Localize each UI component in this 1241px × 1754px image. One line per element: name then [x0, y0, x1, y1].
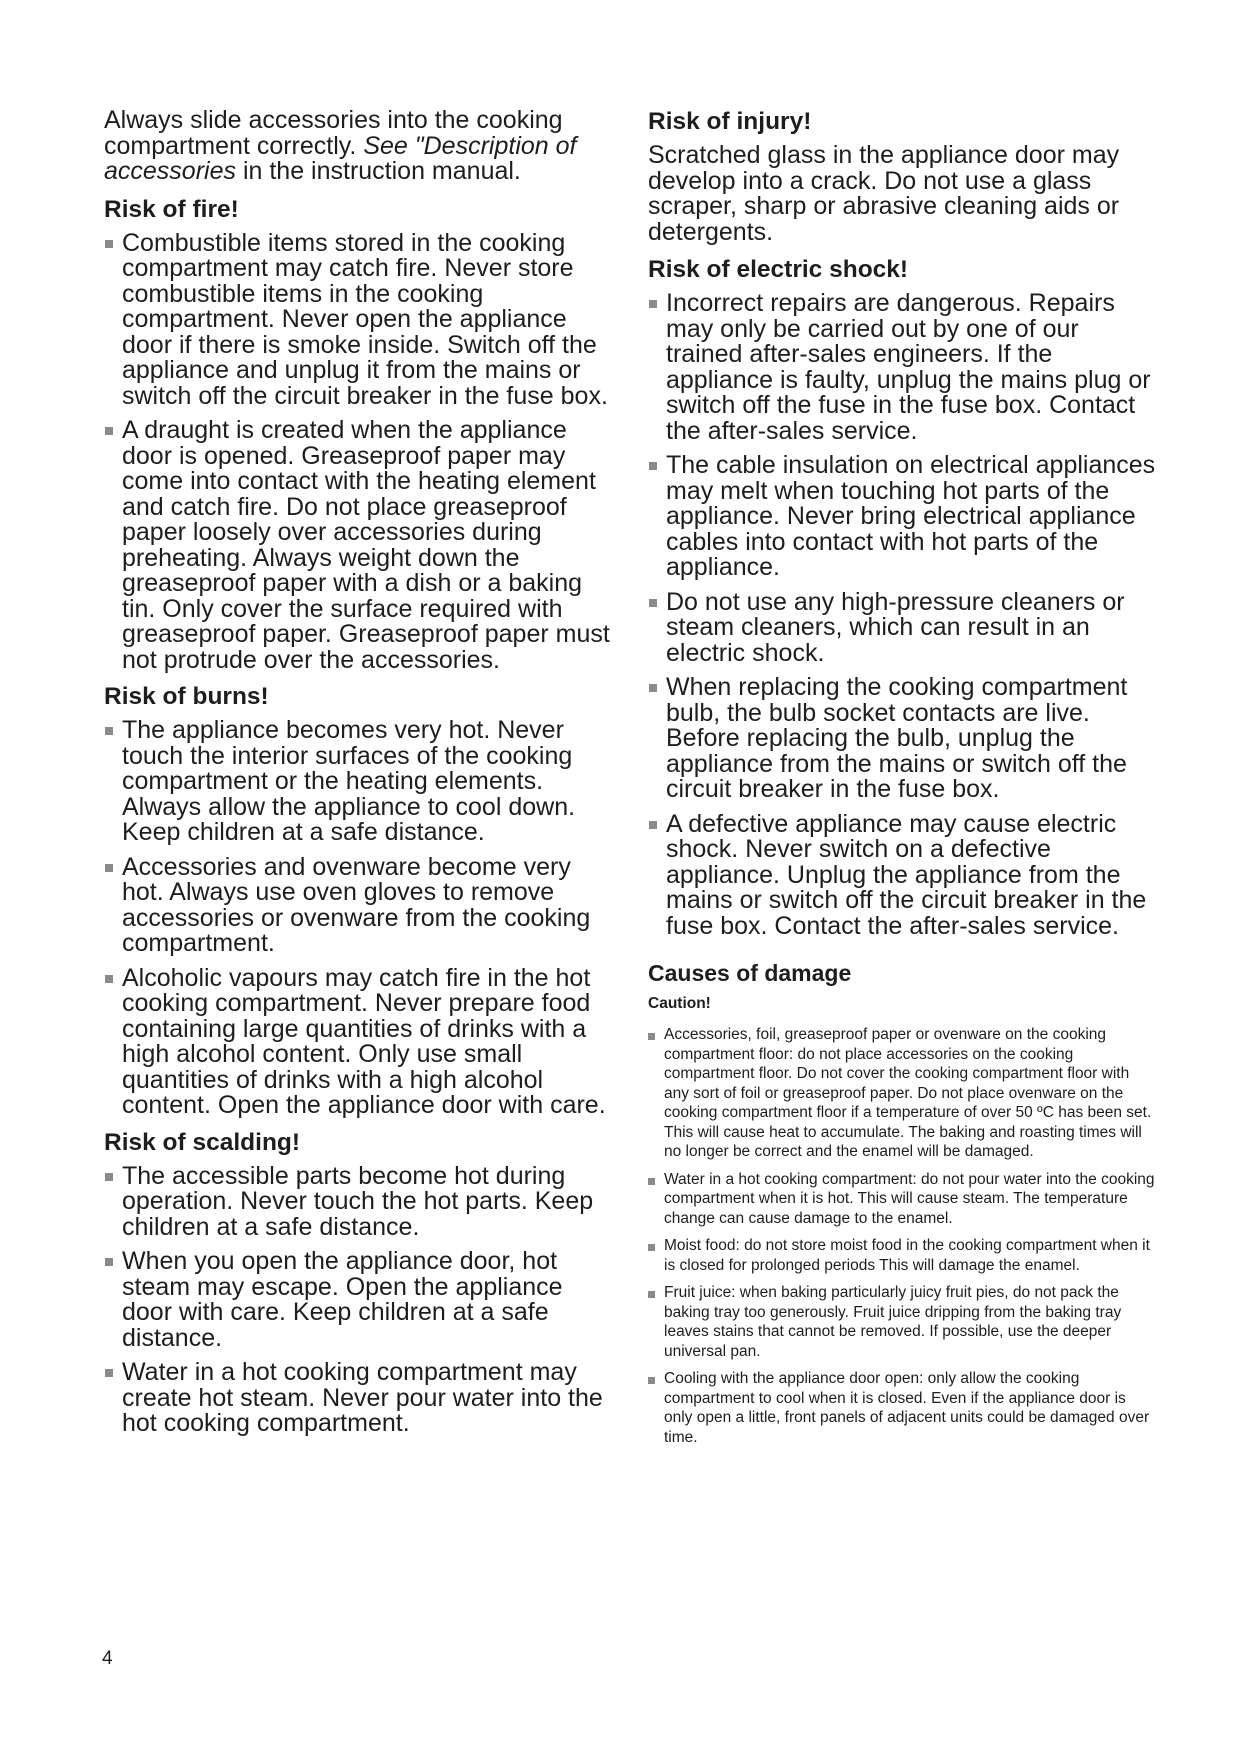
- list-item: Moist food: do not store moist food in the cooking compartment when it is closed for prolonged periods This will damage the enamel.: [648, 1236, 1158, 1275]
- scalding-list: [104, 1161, 616, 1437]
- list-item: Fruit juice: when baking particularly juicy fruit pies, do not pack the baking tray too generously. Fruit juice dripping from the baking tray leaves stains that cannot be removed. If possible, use the deeper universal pan.: [648, 1283, 1158, 1361]
- intro-reference: See "Description of accessories: [104, 131, 577, 185]
- list-item: Water in a hot cooking compartment: do not pour water into the cooking compartment when it is hot. This will cause steam. The temperature change can cause damage to the enamel.: [648, 1170, 1158, 1229]
- right-column: [648, 108, 1158, 1455]
- page-number: 4: [102, 1648, 113, 1669]
- list-item: Accessories, foil, greaseproof paper or ovenware on the cooking compartment floor: do not place accessories on the cooking compartment floor. Do not cover the cooking compartment floor with any sort of foil or greaseproof paper. Do not place ovenware on the cooking compartment floor if a temperature of over 50 ºC has been set. This will cause heat to accumulate. The baking and roasting times will no longer be correct and the enamel will be damaged.: [648, 1025, 1158, 1162]
- right-main-text: [648, 108, 1158, 939]
- shock-heading: Risk of electric shock!: [648, 256, 909, 283]
- injury-paragraph: Scratched glass in the appliance door may develop into a crack. Do not use a glass scraper, sharp or abrasive cleaning aids or detergents.: [648, 141, 1120, 246]
- list-item: Incorrect repairs are dangerous. Repairs may only be carried out by one of our trained after-sales engineers. If the appliance is faulty, unplug the mains plug or switch off the fuse in the fuse box. Contact the after-sales service.: [648, 291, 1158, 444]
- list-item: A defective appliance may cause electric shock. Never switch on a defective appliance. Unplug the appliance from the mains or switch off the circuit breaker in the fuse box. Contact the after-sales service.: [648, 812, 1158, 940]
- list-item: Accessories and ovenware become very hot. Always use oven gloves to remove accessories or ovenware from the cooking compartment.: [104, 855, 616, 957]
- caution-label: Caution!: [648, 995, 711, 1012]
- intro-paragraph: Always slide accessories into the cooking compartment correctly. See "Description of accessories in the instruction manual.: [104, 106, 577, 185]
- list-item: Combustible items stored in the cooking compartment may catch fire. Never store combustible items in the cooking compartment. Never open the appliance door if there is smoke inside. Switch off the appliance and unplug it from the mains or switch off the circuit breaker in the fuse box.: [104, 231, 616, 410]
- damage-list: [648, 1025, 1158, 1447]
- damage-section: [648, 959, 1158, 1447]
- injury-heading: Risk of injury!: [648, 108, 812, 135]
- scalding-heading: Risk of scalding!: [104, 1128, 301, 1156]
- list-item: Cooling with the appliance door open: only allow the cooking compartment to cool when it is closed. Even if the appliance door is only open a little, front panels of adjacent units could be damaged over time.: [648, 1369, 1158, 1447]
- damage-heading: Causes of damage: [648, 960, 852, 986]
- list-item: When replacing the cooking compartment bulb, the bulb socket contacts are live. Before replacing the bulb, unplug the appliance from the mains or switch off the circuit breaker in the fuse box.: [648, 675, 1158, 803]
- list-item: When you open the appliance door, hot steam may escape. Open the appliance door with care. Keep children at a safe distance.: [104, 1249, 616, 1351]
- list-item: Alcoholic vapours may catch fire in the hot cooking compartment. Never prepare food containing large quantities of drinks with a high alcohol content. Only use small quantities of drinks with a high alcohol content. Open the appliance door with care.: [104, 966, 616, 1119]
- left-column: [104, 108, 616, 1447]
- burns-list: [104, 718, 616, 1119]
- list-item: The accessible parts become hot during operation. Never touch the hot parts. Keep children at a safe distance.: [104, 1164, 616, 1241]
- list-item: The appliance becomes very hot. Never touch the interior surfaces of the cooking compartment or the heating elements. Always allow the appliance to cool down. Keep children at a safe distance.: [104, 718, 616, 846]
- list-item: The cable insulation on electrical appliances may melt when touching hot parts of the appliance. Never bring electrical appliance cables into contact with hot parts of the appliance.: [648, 453, 1158, 581]
- list-item: Do not use any high-pressure cleaners or steam cleaners, which can result in an electric shock.: [648, 590, 1158, 667]
- fire-list: [104, 228, 616, 674]
- fire-heading: Risk of fire!: [104, 195, 239, 223]
- burns-heading: Risk of burns!: [104, 683, 269, 710]
- shock-list: [648, 291, 1158, 939]
- list-item: A draught is created when the appliance door is opened. Greaseproof paper may come into contact with the heating element and catch fire. Do not place greaseproof paper loosely over accessories during preheating. Always weight down the greaseproof paper with a dish or a baking tin. Only cover the surface required with greaseproof paper. Greaseproof paper must not protrude over the accessories.: [104, 418, 616, 673]
- list-item: Water in a hot cooking compartment may create hot steam. Never pour water into the hot cooking compartment.: [104, 1360, 616, 1437]
